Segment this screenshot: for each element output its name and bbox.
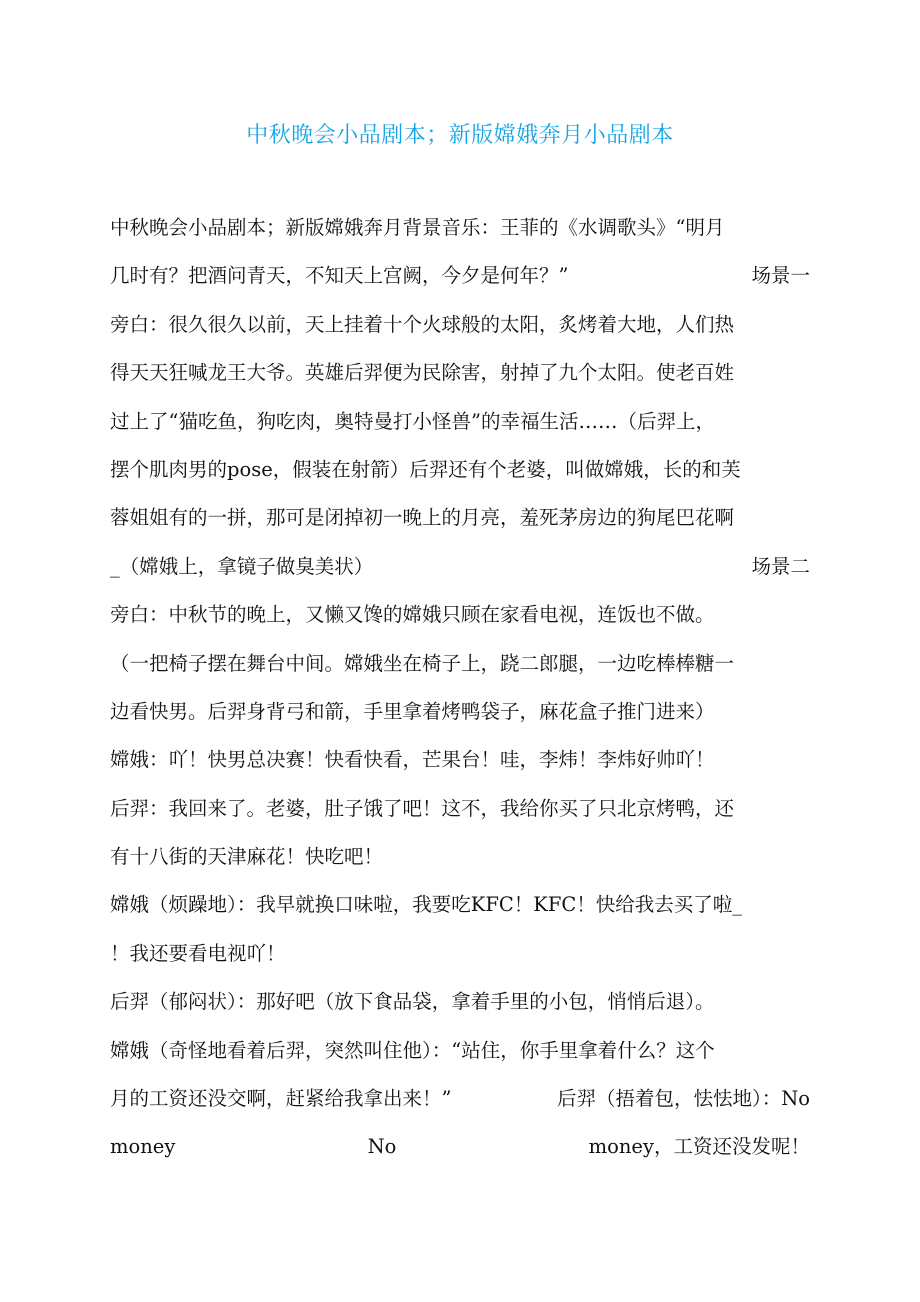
text-line [110, 260, 810, 308]
text-line [110, 1131, 810, 1179]
text-segment: _（嫦娥上，拿镜子做臭美状） [110, 554, 374, 578]
text-line [110, 406, 810, 454]
text-segment: 后羿：我回来了。老婆，肚子饿了吧！这不，我给你买了只北京烤鸭，还 [110, 796, 735, 820]
text-line [110, 841, 810, 889]
script-body [110, 212, 810, 1180]
text-line [110, 551, 810, 599]
text-line [110, 793, 810, 841]
text-segment: 几时有？把酒问青天，不知天上宫阙，今夕是何年？” [110, 264, 569, 288]
text-segment: 嫦娥（奇怪地看着后羿，突然叫住他）：“站住，你手里拿着什么？这个 [110, 1038, 715, 1062]
text-line [110, 502, 810, 550]
text-segment: 旁白：中秋节的晚上，又懒又馋的嫦娥只顾在家看电视，连饭也不做。 [110, 603, 715, 627]
text-segment: （一把椅子摆在舞台中间。嫦娥坐在椅子上，跷二郎腿，一边吃棒棒糖一 [110, 651, 735, 675]
text-segment: 后羿（郁闷状）：那好吧（放下食品袋，拿着手里的小包，悄悄后退）。 [110, 990, 715, 1014]
text-segment: 边看快男。后羿身背弓和箭，手里拿着烤鸭袋子，麻花盒子推门进来） [110, 699, 715, 723]
text-segment: 嫦娥：吖！快男总决赛！快看快看，芒果台！哇，李炜！李炜好帅吖！ [110, 748, 715, 772]
text-segment: 旁白：很久很久以前，天上挂着十个火球般的太阳，炙烤着大地，人们热 [110, 312, 735, 336]
text-segment: money，工资还没发呢！ [588, 1135, 810, 1159]
text-line [110, 986, 810, 1034]
text-segment: 场景二 [751, 554, 810, 578]
text-line [110, 1083, 810, 1131]
text-segment: 蓉姐姐有的一拼，那可是闭掉初一晚上的月亮，羞死茅房边的狗尾巴花啊 [110, 506, 735, 530]
text-segment: 摆个肌肉男的pose，假装在射箭）后羿还有个老婆，叫做嫦娥，长的和芙 [110, 457, 741, 481]
text-segment: 有十八街的天津麻花！快吃吧！ [110, 845, 384, 869]
text-line [110, 696, 810, 744]
text-segment: 过上了“猫吃鱼，狗吃肉，奥特曼打小怪兽”的幸福生活……（后羿上， [110, 409, 715, 433]
text-line [110, 357, 810, 405]
text-line [110, 744, 810, 792]
text-segment: money [110, 1135, 176, 1159]
text-line [110, 889, 810, 937]
text-line [110, 1035, 810, 1083]
text-line [110, 938, 810, 986]
text-segment: No [367, 1135, 397, 1159]
text-line [110, 212, 810, 260]
text-line [110, 454, 810, 502]
text-segment: 中秋晚会小品剧本；新版嫦娥奔月背景音乐：王菲的《水调歌头》“明月 [110, 216, 725, 239]
text-segment: 得天天狂喊龙王大爷。英雄后羿便为民除害，射掉了九个太阳。使老百姓 [110, 361, 735, 385]
document-title: 中秋晚会小品剧本；新版嫦娥奔月小品剧本 [246, 123, 674, 148]
text-segment: 后羿（捂着包，怯怯地）：No [556, 1087, 810, 1111]
text-line [110, 599, 810, 647]
text-line [110, 648, 810, 696]
text-segment: 月的工资还没交啊，赶紧给我拿出来！” [110, 1087, 452, 1111]
text-segment: 嫦娥（烦躁地）：我早就换口味啦，我要吃KFC！KFC！快给我去买了啦_ [110, 893, 743, 917]
text-segment: ！我还要看电视吖！ [110, 941, 286, 965]
text-segment: 场景一 [751, 264, 810, 288]
text-line [110, 309, 810, 357]
